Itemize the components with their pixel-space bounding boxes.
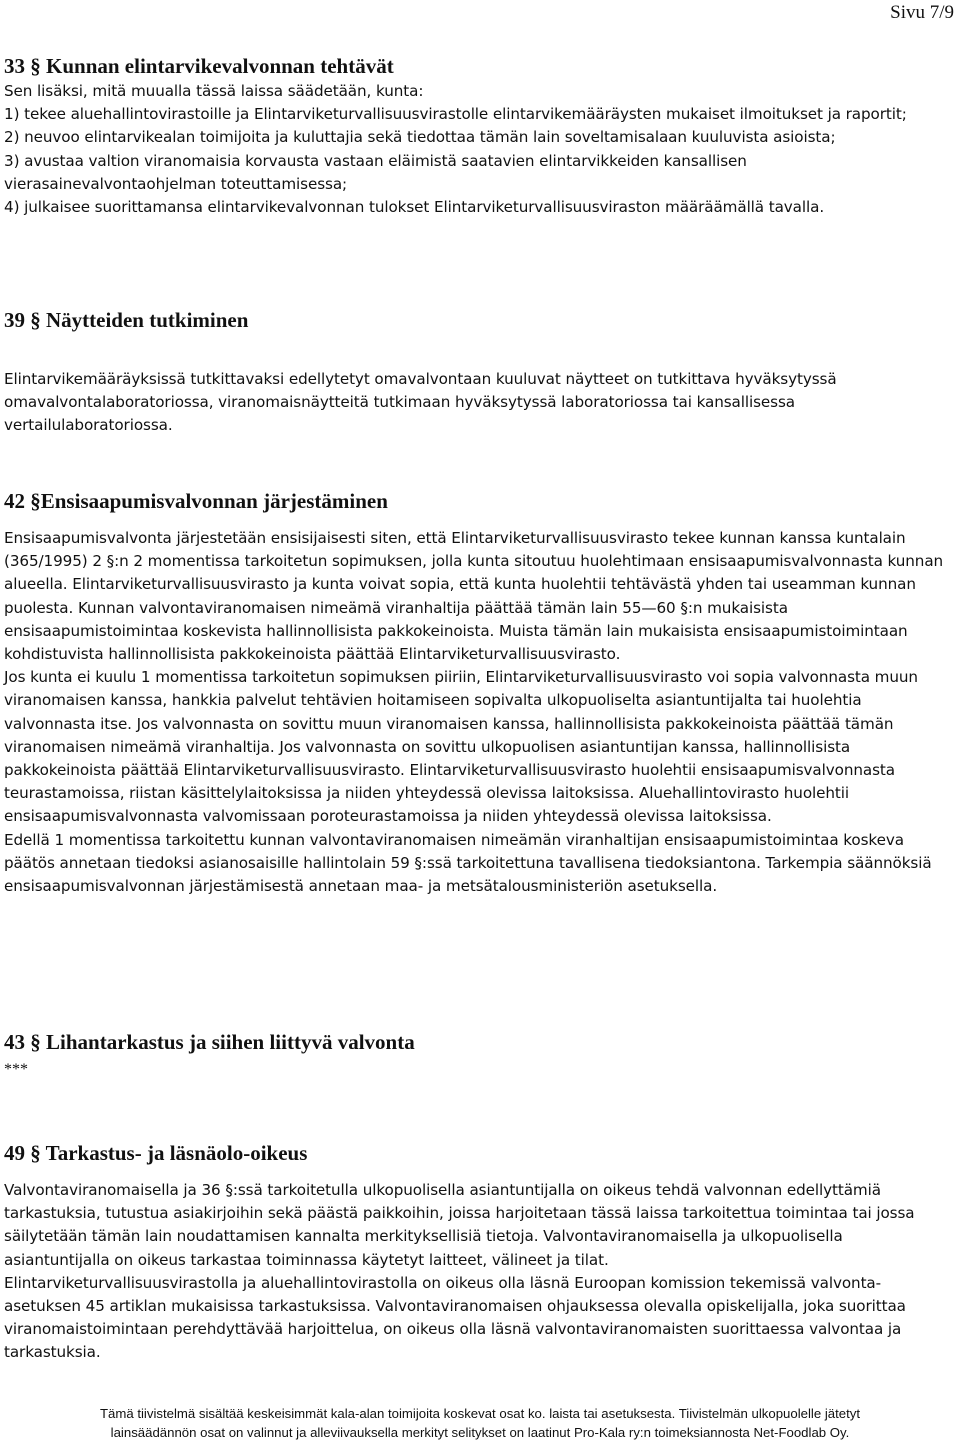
section-39-paragraph: Elintarvikemääräyksissä tutkittavaksi edellytetyt omavalvontaan kuuluvat näytteet on tutkittava hyväksytyssä omavalvontalaboratoriossa, viranomaisnäytteitä tutkimaan hyväksytyssä laboratoriossa tai kansallisessa vertailulaboratoriossa.: [4, 370, 837, 435]
section-49-paragraph-2: Elintarviketurvallisuusvirastolla ja aluehallintovirastolla on oikeus olla läsnä Euroopan komission tekemissä valvonta-asetuksen 45 artiklan mukaisissa tarkastuksissa. Valvontaviranomaisen ohjauksessa olevalla opiskelijalla, joka suorittaa viranomaistoimintaan perehdyttävää harjoittelua, on oikeus olla läsnä valvontaviranomaisten suorittaessa valvontaa ja tarkastuksia.: [4, 1273, 906, 1362]
footer-note: [0, 1404, 960, 1442]
section-33-item-3: 3) avustaa valtion viranomaisia korvausta vastaan eläimistä saatavien elintarvikkeiden kansallisen vierasainevalvontaohjelman toteuttamisessa;: [4, 151, 747, 193]
section-42: [4, 487, 952, 898]
omission-marker: ***: [4, 1061, 28, 1078]
section-33-item-2: 2) neuvoo elintarvikealan toimijoita ja kuluttajia sekä tiedottaa tämän lain soveltamisalaan kuuluvista asioista;: [4, 128, 836, 147]
section-42-heading: 42 §Ensisaapumisvalvonnan järjestäminen: [4, 489, 388, 513]
section-33-item-4: 4) julkaisee suorittamansa elintarvikevalvonnan tulokset Elintarviketurvallisuusviraston määräämällä tavalla.: [4, 198, 825, 217]
section-49: [4, 1139, 952, 1365]
footer-line-1: Tämä tiivistelmä sisältää keskeisimmät kala-alan toimijoita koskevat osat ko. laista tai asetuksesta. Tiivistelmän ulkopuolelle jätetyt: [99, 1406, 861, 1421]
section-33-heading: 33 § Kunnan elintarvikevalvonnan tehtävät: [4, 54, 394, 78]
section-33-item-1: 1) tekee aluehallintovirastoille ja Elintarviketurvallisuusvirastolle elintarvikemääräysten mukaiset ilmoitukset ja raportit;: [4, 105, 907, 124]
section-49-paragraph-1: Valvontaviranomaisella ja 36 §:ssä tarkoitetulla ulkopuolisella asiantuntijalla on oikeus tehdä valvonnan edellyttämiä tarkastuksia, tutustua asiakirjoihin sekä päästä paikkoihin, joissa harjoitetaan tässä laissa tarkoitettua toimintaa tai jossa säilytetään tämän lain noudattamisen kannalta merkityksellisiä tietoja. Valvontaviranomaisella ja ulkopuolisella asiantuntijalla on oikeus tarkastaa toiminnassa käytetyt laitteet, välineet ja tilat.: [4, 1181, 915, 1269]
section-39-heading: 39 § Näytteiden tutkiminen: [4, 308, 249, 332]
section-43-heading: 43 § Lihantarkastus ja siihen liittyvä valvonta: [4, 1030, 415, 1054]
section-49-heading: 49 § Tarkastus- ja läsnäolo-oikeus: [4, 1141, 308, 1165]
section-42-paragraph-3: Edellä 1 momentissa tarkoitettu kunnan valvontaviranomaisen nimeämän viranhaltijan ensisaapumistoimintaa koskeva päätös annetaan tiedoksi asianosaisille hallintolain 59 §:ssä tarkoitettuna tavallisena tiedoksiantona. Tarkempia säännöksiä ensisaapumisvalvonnan järjestämisestä annetaan maa- ja metsätalousministeriön asetuksella.: [4, 830, 932, 896]
section-33: [4, 52, 952, 219]
section-42-paragraph-1: Ensisaapumisvalvonta järjestetään ensisijaisesti siten, että Elintarviketurvallisuusvirasto tekee kunnan kanssa kuntalain (365/1995) 2 §:n 2 momentissa tarkoitetun sopimuksen, jolla kunta sitoutuu huolehtimaan ensisaapumisvalvonnasta kunnan alueella. Elintarviketurvallisuusvirasto ja kunta voivat sopia, että kunta huolehtii tehtävästä yhden tai useamman kunnan puolesta. Kunnan valvontaviranomaisen nimeämä viranhaltija päättää tämän lain 55—60 §:n mukaisista ensisaapumistoimintaa koskevista hallinnollisista pakkokeinoista. Muista tämän lain mukaisista ensisaapumistoimintaan kohdistuvista hallinnollisista pakkokeinoista päättää Elintarviketurvallisuusvirasto.: [4, 529, 944, 664]
section-42-paragraph-2: Jos kunta ei kuulu 1 momentissa tarkoitetun sopimuksen piiriin, Elintarviketurvallisuusvirasto voi sopia valvonnasta muun viranomaisen kanssa, hankkia palvelut tehtävien hoitamiseen sopivalta ulkopuoliselta asiantuntijalta tai huolehtia valvonnasta itse. Jos valvonnasta on sovittu muun viranomaisen kanssa, hallinnollisista pakkokeinoista päättää tämän viranomaisen nimeämä viranhaltija. Jos valvonnasta on sovittu ulkopuolisen asiantuntijan kanssa, hallinnollisista pakkokeinoista päättää Elintarviketurvallisuusvirasto. Elintarviketurvallisuusvirasto huolehtii ensisaapumisvalvonnasta teurastamoissa, riistan käsittelylaitoksissa ja niiden yhteydessä olevissa laitoksissa. Aluehallintovirasto huolehtii ensisaapumisvalvonnasta valvomissaan poroteurastamoissa ja niiden yhteydessä olevissa laitoksissa.: [4, 668, 918, 826]
page-number: Sivu 7/9: [890, 2, 954, 23]
section-43: [4, 1028, 952, 1084]
section-39: [4, 306, 952, 438]
footer-line-2: lainsäädännön osat on valinnut ja alleviivauksella merkityt selitykset on laatinut Pro-Kala ry:n toimeksiannosta Net-Foodlab Oy.: [110, 1425, 850, 1440]
section-33-intro: Sen lisäksi, mitä muualla tässä laissa säädetään, kunta:: [4, 82, 424, 100]
